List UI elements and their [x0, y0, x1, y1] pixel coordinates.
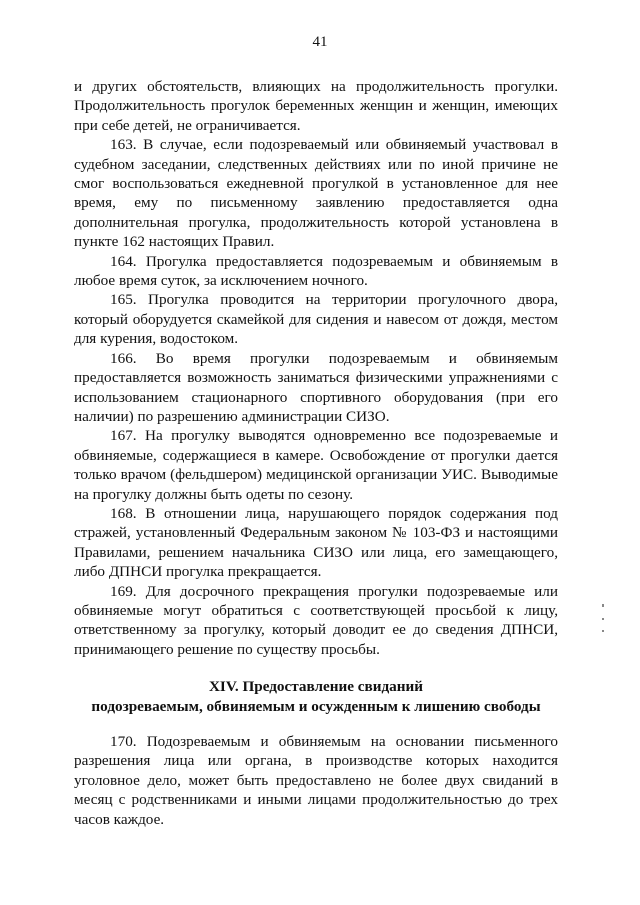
scan-artifact-mark [602, 604, 604, 607]
paragraph-163: 163. В случае, если подозреваемый или обвиняемый участвовал в судебном заседании, следственных действиях или по иной причине не смог воспользоваться ежедневной прогулкой в установленное для нее время, ему по письменному заявлению предоставляется одна дополнительная прогулка, продолжительность которой установлена в пункте 162 настоящих Правил. [74, 136, 558, 251]
paragraph-169: 169. Для досрочного прекращения прогулки подозреваемые или обвиняемые могут обратиться с соответствующей просьбой к лицу, ответственному за прогулку, который доводит ее до сведения ДПНСИ, принимающего решение по существу просьбы. [74, 582, 558, 658]
document-body [74, 77, 558, 829]
paragraph-166: 166. Во время прогулки подозреваемым и обвиняемым предоставляется возможность заниматься физическими упражнениями с использованием стационарного спортивного оборудования (при его наличии) по разрешению администрации СИЗО. [74, 349, 558, 425]
paragraph-164: 164. Прогулка предоставляется подозреваемым и обвиняемым в любое время суток, за исключением ночного. [74, 252, 558, 290]
paragraph-165: 165. Прогулка проводится на территории прогулочного двора, который оборудуется скамейкой для сидения и навесом от дождя, местом для курения, водостоком. [74, 291, 558, 348]
section-heading-line-2: подозреваемым, обвиняемым и осужденным к лишению свободы [91, 697, 541, 715]
paragraph-170: 170. Подозреваемым и обвиняемым на основании письменного разрешения лица или органа, в производстве которых находится уголовное дело, может быть предоставлено не более двух свиданий в месяц с родственниками и иными лицами продолжительностью до трех часов каждое. [74, 733, 558, 828]
paragraph-167: 167. На прогулку выводятся одновременно все подозреваемые и обвиняемые, содержащиеся в камере. Освобождение от прогулки дается только врачом (фельдшером) медицинской организации УИС. Выводимые на прогулку должны быть одеты по сезону. [74, 427, 558, 503]
scan-artifact-mark [602, 618, 604, 620]
section-heading-line-1: XIV. Предоставление свиданий [208, 678, 424, 696]
paragraph-continuation: и других обстоятельств, влияющих на продолжительность прогулки. Продолжительность прогулок беременных женщин и женщин, имеющих при себе детей, не ограничивается. [74, 78, 558, 134]
page-number: 41 [312, 34, 328, 50]
paragraph-168: 168. В отношении лица, нарушающего порядок содержания под стражей, установленный Федеральным законом № 103-ФЗ и настоящими Правилами, решением начальника СИЗО или лица, его замещающего, либо ДПНСИ прогулка прекращается. [74, 504, 558, 581]
section-heading [74, 677, 558, 716]
scan-artifact-mark [602, 630, 604, 632]
